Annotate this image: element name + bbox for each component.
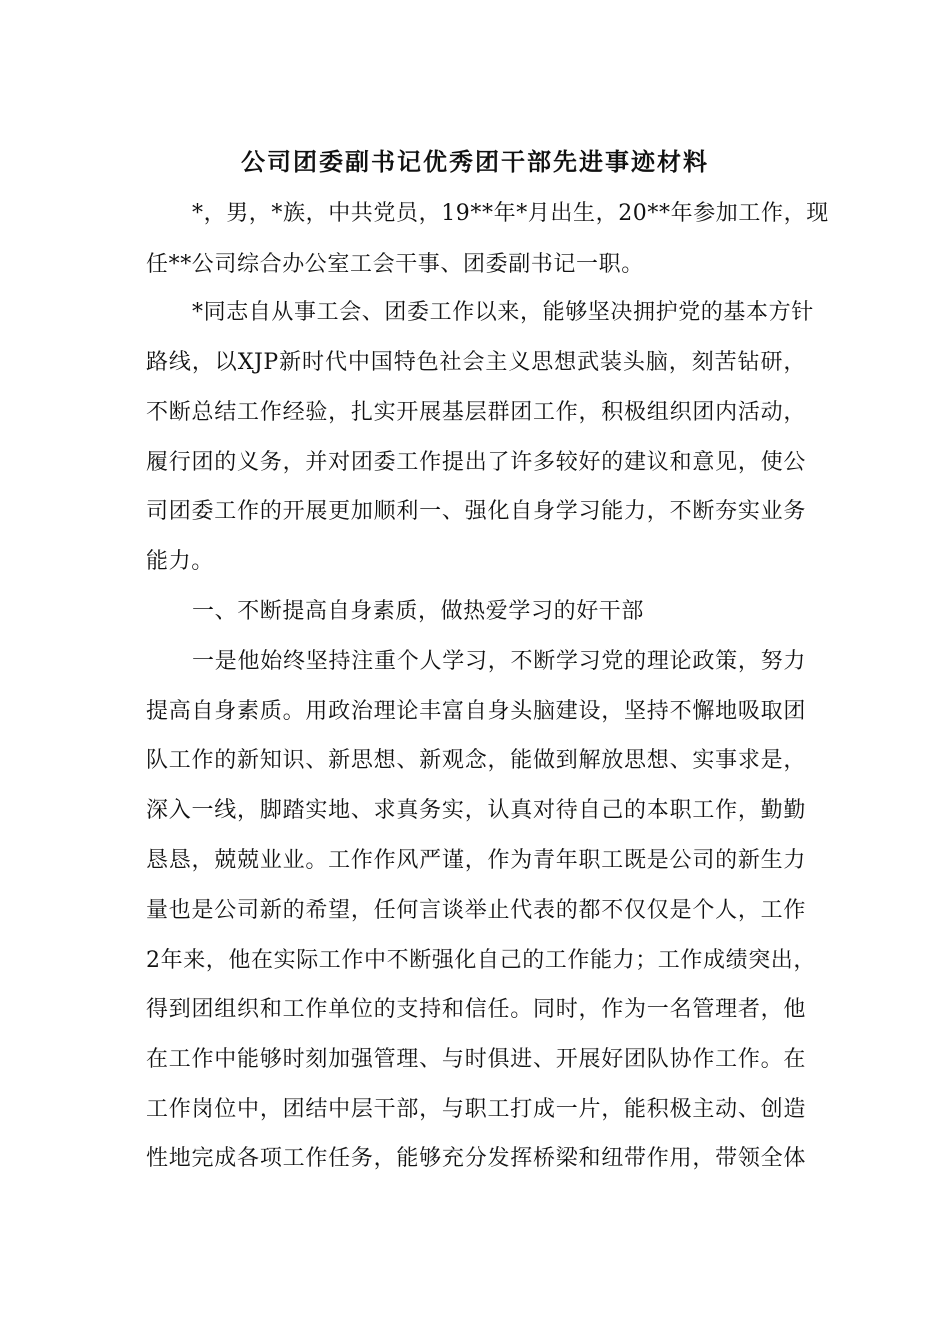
section-heading: 一、不断提高自身素质，做热爱学习的好干部	[192, 599, 645, 624]
body-line: 不断总结工作经验，扎实开展基层群团工作，积极组织团内活动，	[146, 400, 806, 425]
body-line: 深入一线，脚踏实地、求真务实，认真对待自己的本职工作，勤勤	[146, 798, 806, 823]
body-line: 恳恳，兢兢业业。工作作风严谨，作为青年职工既是公司的新生力	[146, 848, 806, 873]
body-line: 履行团的义务，并对团委工作提出了许多较好的建议和意见，使公	[146, 450, 806, 475]
body-line: 量也是公司新的希望，任何言谈举止代表的都不仅仅是个人，工作	[146, 898, 806, 923]
body-line: 在工作中能够时刻加强管理、与时俱进、开展好团队协作工作。在	[146, 1047, 806, 1072]
body-line: 工作岗位中，团结中层干部，与职工打成一片，能积极主动、创造	[146, 1097, 806, 1122]
document-title: 公司团委副书记优秀团干部先进事迹材料	[241, 147, 709, 176]
body-line: 队工作的新知识、新思想、新观念，能做到解放思想、实事求是，	[146, 748, 806, 773]
body-line: 2年来，他在实际工作中不断强化自己的工作能力；工作成绩突出，	[146, 948, 816, 973]
body-line: 任**公司综合办公室工会干事、团委副书记一职。	[146, 252, 644, 277]
body-line: 司团委工作的开展更加顺利一、强化自身学习能力，不断夯实业务	[146, 499, 806, 524]
body-line: 提高自身素质。用政治理论丰富自身头脑建设，坚持不懈地吸取团	[146, 699, 806, 724]
body-line: *，男，*族，中共党员，19**年*月出生，20**年参加工作，现	[192, 201, 829, 226]
body-line: 性地完成各项工作任务，能够充分发挥桥梁和纽带作用，带领全体	[146, 1146, 806, 1171]
body-line: *同志自从事工会、团委工作以来，能够坚决拥护党的基本方针	[192, 300, 814, 325]
body-line: 得到团组织和工作单位的支持和信任。同时，作为一名管理者，他	[146, 997, 806, 1022]
body-line: 能力。	[146, 549, 214, 574]
body-line: 路线，以XJP新时代中国特色社会主义思想武装头脑，刻苦钻研，	[146, 350, 806, 375]
body-line: 一是他始终坚持注重个人学习，不断学习党的理论政策，努力	[192, 649, 806, 674]
